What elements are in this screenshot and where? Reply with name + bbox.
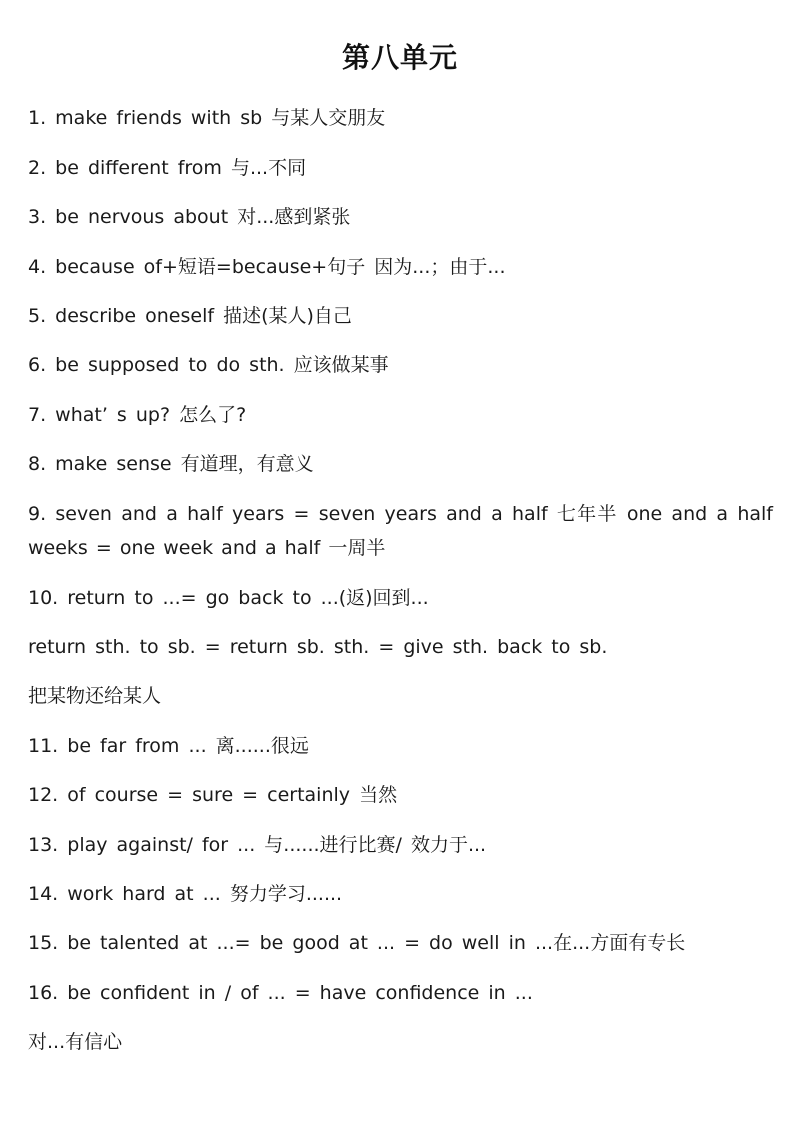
phrase-line-16: 16. be confident in / of ... = have confidence in ... [28, 982, 533, 1004]
phrase-line-6: 6. be supposed to do sth. 应该做某事 [28, 354, 389, 376]
phrase-line-9: 9. seven and a half years = seven years and a half 七年半 one and a half weeks = one week and a half 一周半 [28, 503, 773, 559]
phrase-line-14: 14. work hard at ... 努力学习...... [28, 883, 343, 905]
phrase-line-10: 10. return to ...= go back to ...(返)回到... [28, 587, 429, 609]
phrase-line-13: 13. play against/ for ... 与......进行比赛/ 效力于... [28, 834, 487, 856]
page-title: 第八单元 [341, 41, 458, 74]
phrase-line-11: 11. be far from ... 离......很远 [28, 735, 309, 757]
phrase-line-15: 15. be talented at ...= be good at ... = do well in ...在...方面有专长 [28, 932, 686, 954]
phrase-line-1: 1. make friends with sb 与某人交朋友 [28, 107, 386, 129]
phrase-line-7: 7. what’ s up? 怎么了? [28, 404, 247, 426]
phrase-line-16-meaning: 对...有信心 [28, 1031, 123, 1053]
phrase-line-2: 2. be different from 与...不同 [28, 157, 307, 179]
phrase-line-3: 3. be nervous about 对...感到紧张 [28, 206, 351, 228]
phrase-line-5: 5. describe oneself 描述(某人)自己 [28, 305, 352, 327]
phrase-line-10-detail: return sth. to sb. = return sb. sth. = give sth. back to sb. [28, 636, 608, 658]
phrase-line-10-meaning: 把某物还给某人 [28, 685, 162, 707]
phrase-line-8: 8. make sense 有道理，有意义 [28, 453, 314, 475]
phrase-line-12: 12. of course = sure = certainly 当然 [28, 784, 398, 806]
phrase-line-4: 4. because of+短语=because+句子 因为...；由于... [28, 256, 506, 278]
